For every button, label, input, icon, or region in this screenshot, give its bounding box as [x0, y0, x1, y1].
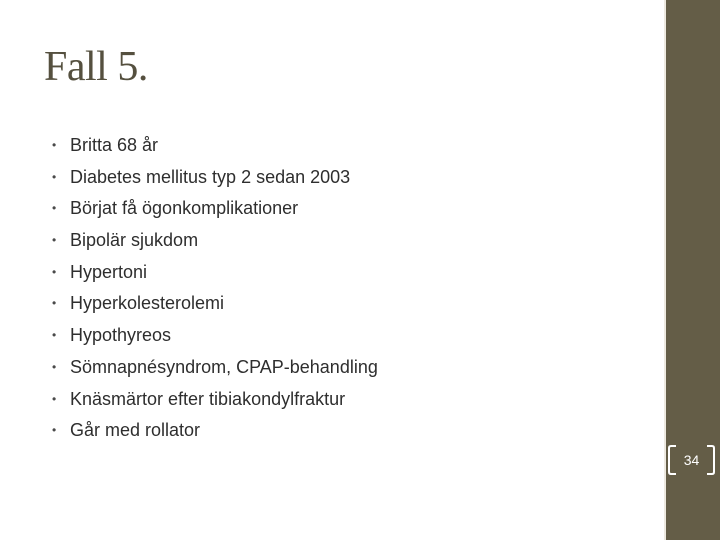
list-item-text: Hypertoni — [70, 261, 148, 282]
slide-title: Fall 5. — [44, 44, 148, 90]
bullet-icon: • — [52, 169, 57, 184]
list-item-text: Sömnapnésyndrom, CPAP-behandling — [70, 356, 378, 377]
list-item-text: Går med rollator — [70, 420, 201, 441]
list-item — [52, 320, 378, 352]
list-item-text: Britta 68 år — [70, 135, 159, 155]
list-item-text: Bipolär sjukdom — [70, 230, 199, 251]
bullet-list — [52, 130, 378, 447]
page-number-badge — [666, 442, 716, 478]
page-number: 34 — [683, 452, 700, 468]
list-item — [52, 257, 378, 289]
list-item-text: Hyperkolesterolemi — [70, 293, 225, 314]
list-item-text: Knäsmärtor efter tibiakondylfraktur — [70, 388, 346, 409]
bullet-icon: • — [52, 391, 57, 406]
bullet-icon: • — [52, 359, 57, 374]
bullet-icon: • — [52, 296, 57, 311]
bullet-icon: • — [52, 328, 57, 343]
list-item — [52, 288, 378, 320]
list-item — [52, 384, 378, 416]
list-item-text: Hypothyreos — [70, 325, 172, 346]
bullet-icon: • — [52, 233, 57, 248]
list-item — [52, 162, 378, 194]
bullet-icon: • — [52, 264, 57, 279]
list-item — [52, 415, 378, 447]
bullet-icon: • — [52, 138, 57, 152]
list-item-text: Börjat få ögonkomplikationer — [70, 198, 299, 219]
bullet-icon: • — [52, 201, 57, 216]
list-item — [52, 225, 378, 257]
list-item — [52, 193, 378, 225]
bullet-icon: • — [52, 423, 57, 438]
list-item-text: Diabetes mellitus typ 2 sedan 2003 — [70, 166, 351, 187]
list-item — [52, 352, 378, 384]
list-item — [52, 130, 378, 162]
